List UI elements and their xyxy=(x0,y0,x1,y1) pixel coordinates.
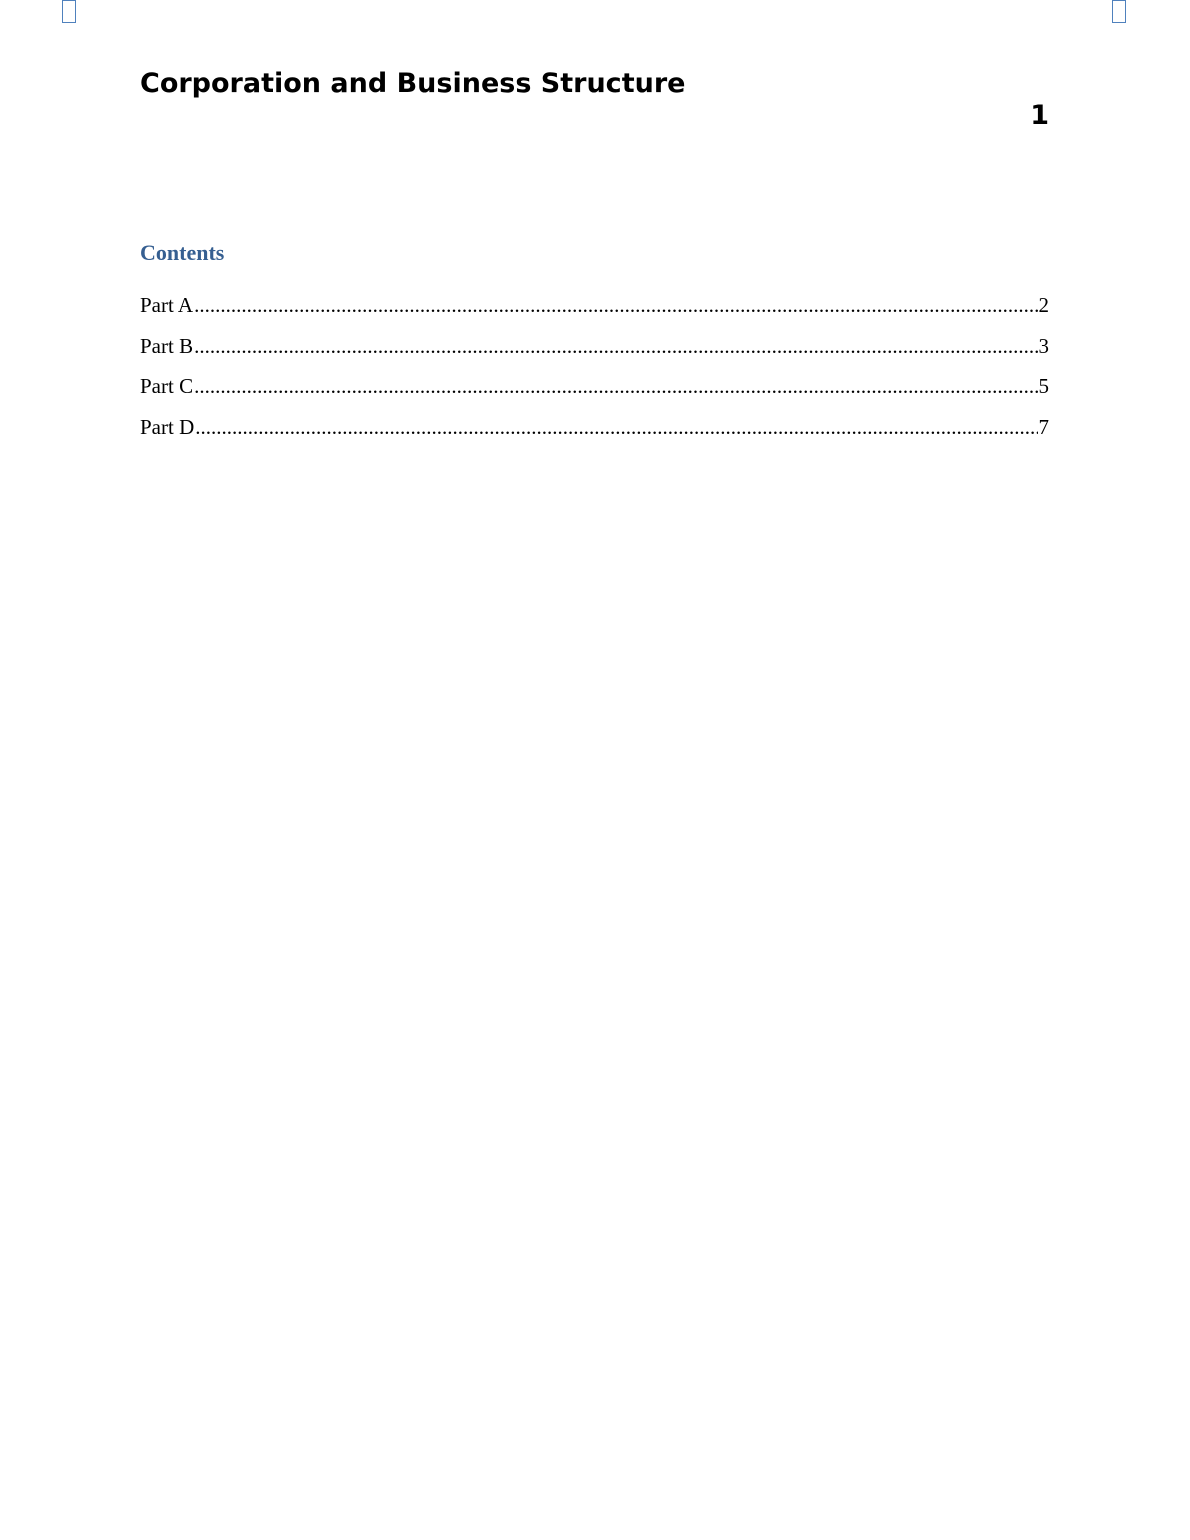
crop-mark-right-icon xyxy=(1112,0,1126,23)
crop-mark-left-icon xyxy=(62,0,76,23)
toc-entry-page: 5 xyxy=(1038,374,1049,398)
toc-entry-part-d[interactable] xyxy=(140,415,1049,456)
toc-entry-part-c[interactable] xyxy=(140,374,1049,415)
toc-entry-page: 2 xyxy=(1038,293,1049,317)
toc-entry-label: Part B xyxy=(140,333,194,358)
toc-heading: Contents xyxy=(140,240,225,265)
table-of-contents xyxy=(140,293,1049,455)
toc-dot-leader xyxy=(194,374,1037,399)
toc-dot-leader xyxy=(194,334,1037,359)
toc-entry-page: 7 xyxy=(1038,414,1049,439)
toc-entry-part-b[interactable] xyxy=(140,334,1049,375)
header-title: Corporation and Business Structure xyxy=(140,68,686,99)
toc-dot-leader xyxy=(195,415,1037,440)
header-page-number: 1 xyxy=(1030,100,1049,131)
toc-entry-label: Part C xyxy=(140,374,194,398)
toc-entry-label: Part D xyxy=(140,414,195,439)
toc-entry-page: 3 xyxy=(1038,333,1049,358)
toc-entry-label: Part A xyxy=(140,293,194,317)
toc-entry-part-a[interactable] xyxy=(140,293,1049,334)
toc-dot-leader xyxy=(194,293,1037,318)
